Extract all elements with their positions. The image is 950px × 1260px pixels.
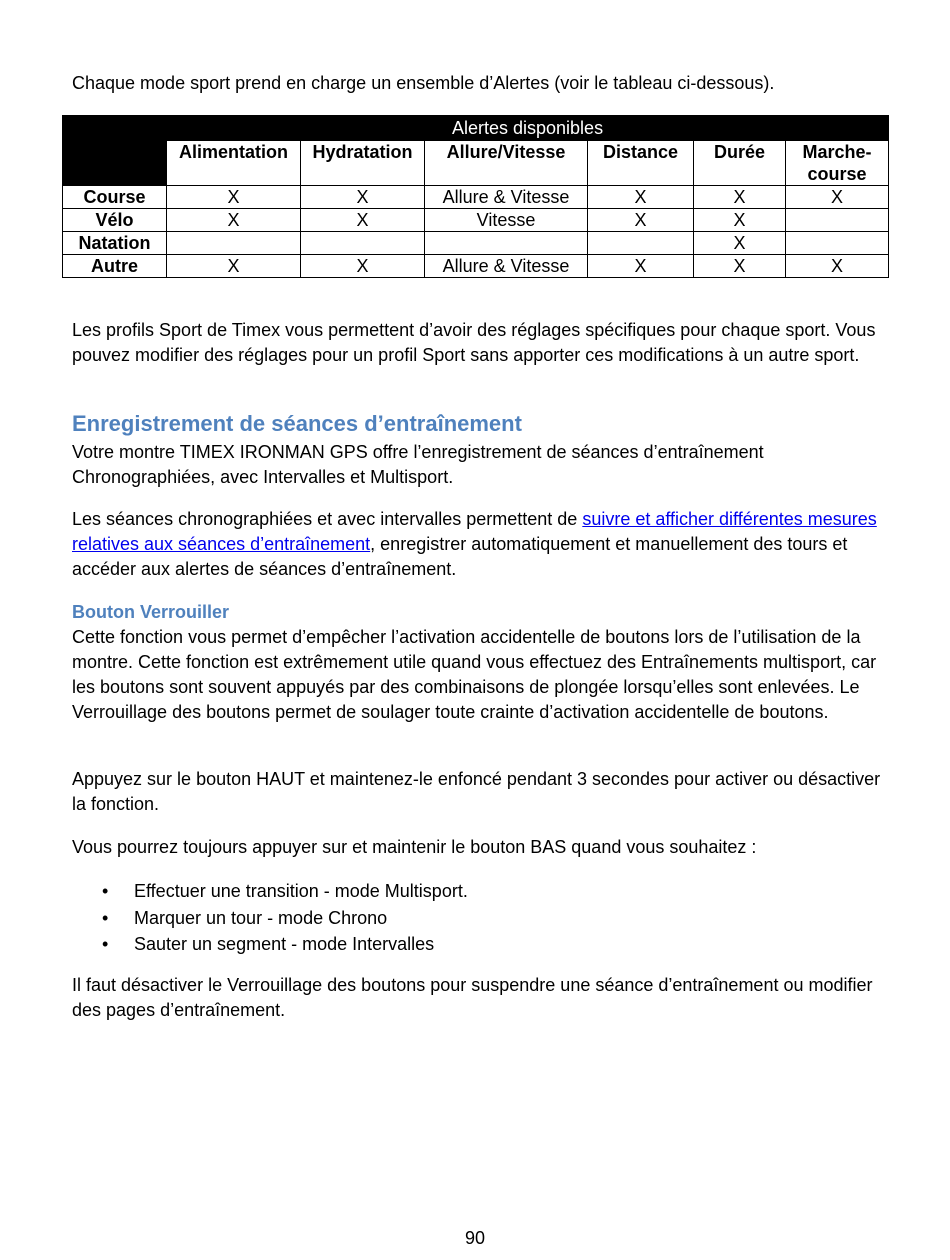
table-row xyxy=(63,232,889,255)
chrono-text-after: , enregistrer automatiquement et manuellement des tours et accéder aux alertes de séances d’entraînement. xyxy=(72,534,848,579)
table-cell: Allure & Vitesse xyxy=(425,186,588,209)
bullet-list xyxy=(72,878,468,958)
column-header: Alimentation xyxy=(167,141,301,186)
column-header: Distance xyxy=(588,141,694,186)
row-header: Natation xyxy=(63,232,167,255)
table-cell: Allure & Vitesse xyxy=(425,255,588,278)
lock-paragraph: Cette fonction vous permet d’empêcher l’activation accidentelle de boutons lors de l’utilisation de la montre. Cette fonction est extrêmement utile quand vous effectuez des Entraînements multisport, car les boutons sont souvent appuyés par des combinaisons de plongée lorsqu’elles sont enlevées. Le Verrouillage des boutons permet de soulager toute crainte d’activation accidentelle de boutons. xyxy=(72,627,877,722)
table-cell: X xyxy=(301,255,425,278)
chrono-paragraph xyxy=(72,507,882,582)
row-header: Course xyxy=(63,186,167,209)
list-item-text: Marquer un tour - mode Chrono xyxy=(134,907,388,928)
table-cell xyxy=(425,232,588,255)
list-item-text: Sauter un segment - mode Intervalles xyxy=(134,934,435,954)
table-cell xyxy=(167,232,301,255)
lock-heading: Bouton Verrouiller xyxy=(72,602,230,622)
table-cell xyxy=(301,232,425,255)
table-cell: X xyxy=(167,209,301,232)
column-header: Durée xyxy=(694,141,786,186)
table-row xyxy=(63,255,889,278)
table-caption-row xyxy=(63,116,889,141)
table-cell xyxy=(786,232,889,255)
table-cell: X xyxy=(167,255,301,278)
table-corner-cell xyxy=(63,141,167,186)
bullet-icon: • xyxy=(102,907,109,928)
chrono-text-before: Les séances chronographiées et avec intervalles permettent de xyxy=(72,509,583,529)
column-header: Allure/Vitesse xyxy=(425,141,588,186)
row-header: Vélo xyxy=(63,209,167,232)
table-cell: X xyxy=(694,232,786,255)
list-item xyxy=(72,905,468,932)
press-paragraph: Appuyez sur le bouton HAUT et maintenez-le enfoncé pendant 3 secondes pour activer ou désactiver la fonction. xyxy=(72,769,881,814)
list-item xyxy=(72,931,468,958)
page-number: 90 xyxy=(464,1228,486,1248)
table-cell: Vitesse xyxy=(425,209,588,232)
table-cell xyxy=(786,209,889,232)
table-cell: X xyxy=(694,209,786,232)
table-cell: X xyxy=(588,186,694,209)
table-header-row xyxy=(63,141,889,186)
table-cell: X xyxy=(694,186,786,209)
table-caption: Alertes disponibles xyxy=(167,116,889,141)
bullet-icon: • xyxy=(102,881,109,901)
table-cell: X xyxy=(588,255,694,278)
profiles-paragraph: Les profils Sport de Timex vous permettent d’avoir des réglages spécifiques pour chaque sport. Vous pouvez modifier des réglages pour un profil Sport sans apporter ces modifications à un autre sport. xyxy=(72,320,876,365)
bullet-icon: • xyxy=(102,934,109,954)
table-cell: X xyxy=(301,209,425,232)
table-corner-cell xyxy=(63,116,167,141)
list-item xyxy=(72,878,468,905)
alerts-table xyxy=(62,115,889,278)
table-row xyxy=(63,209,889,232)
measures-link[interactable]: suivre et afficher différentes mesures relatives aux séances d’entraînement xyxy=(72,509,877,554)
column-header: Marche-course xyxy=(786,141,889,186)
table-cell: X xyxy=(694,255,786,278)
table-cell: X xyxy=(588,209,694,232)
intro-paragraph: Chaque mode sport prend en charge un ensemble d’Alertes (voir le tableau ci-dessous). xyxy=(72,73,775,93)
sessions-paragraph: Votre montre TIMEX IRONMAN GPS offre l’enregistrement de séances d’entraînement Chronographiées, avec Intervalles et Multisport. xyxy=(72,442,764,487)
disable-paragraph: Il faut désactiver le Verrouillage des boutons pour suspendre une séance d’entraînement ou modifier des pages d’entraînement. xyxy=(72,975,873,1020)
hold-paragraph: Vous pourrez toujours appuyer sur et maintenir le bouton BAS quand vous souhaitez : xyxy=(72,837,757,857)
table-row xyxy=(63,186,889,209)
list-item-text: Effectuer une transition - mode Multisport. xyxy=(134,881,468,901)
table-cell: X xyxy=(786,186,889,209)
table-cell: X xyxy=(301,186,425,209)
column-header: Hydratation xyxy=(301,141,425,186)
table-cell xyxy=(588,232,694,255)
table-cell: X xyxy=(786,255,889,278)
sessions-heading: Enregistrement de séances d’entraînement xyxy=(72,411,522,436)
row-header: Autre xyxy=(63,255,167,278)
table-cell: X xyxy=(167,186,301,209)
